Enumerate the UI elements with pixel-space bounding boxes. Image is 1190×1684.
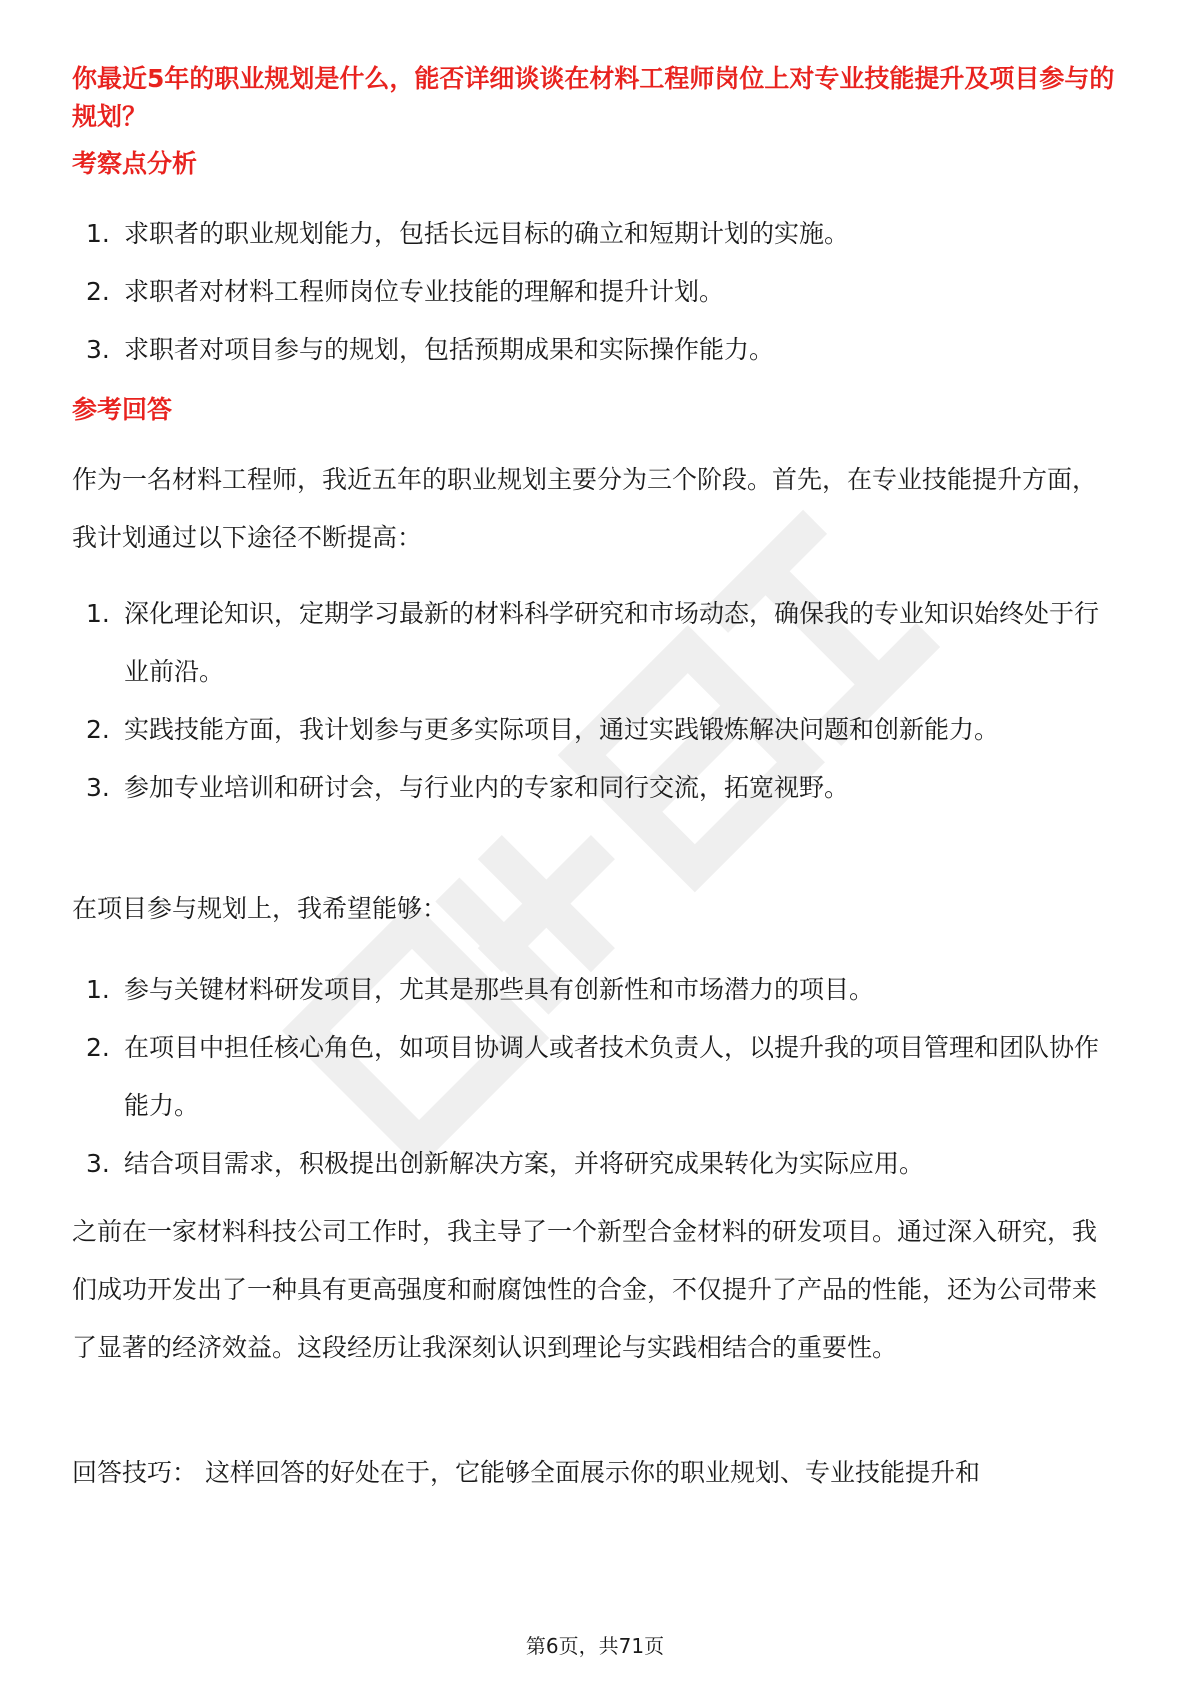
list-item: 2. 实践技能方面，我计划参与更多实际项目，通过实践锻炼解决问题和创新能力。 bbox=[86, 715, 1000, 744]
list-item: 3. 参加专业培训和研讨会，与行业内的专家和同行交流，拓宽视野。 bbox=[86, 773, 850, 802]
list-item: 3. 求职者对项目参与的规划，包括预期成果和实际操作能力。 bbox=[86, 335, 775, 364]
projects-list bbox=[0, 961, 1118, 1193]
answer-heading: 参考回答 bbox=[72, 395, 173, 424]
list-item: 1. 求职者的职业规划能力，包括长远目标的确立和短期计划的实施。 bbox=[86, 219, 850, 248]
list-item: 2. 在项目中担任核心角色，如项目协调人或者技术负责人，以提升我的项目管理和团队协作能力。 bbox=[86, 1033, 1100, 1120]
list-item: 1. 深化理论知识，定期学习最新的材料科学研究和市场动态，确保我的专业知识始终处于行业前沿。 bbox=[86, 599, 1100, 686]
question-title: 你最近5年的职业规划是什么，能否详细谈谈在材料工程师岗位上对专业技能提升及项目参与的规划？ bbox=[72, 64, 1115, 131]
page-number: 第6页，共71页 bbox=[525, 1634, 665, 1658]
skills-list bbox=[0, 585, 1118, 817]
analysis-heading: 考察点分析 bbox=[72, 149, 198, 178]
experience-paragraph: 之前在一家材料科技公司工作时，我主导了一个新型合金材料的研发项目。通过深入研究，我们成功开发出了一种具有更高强度和耐腐蚀性的合金，不仅提升了产品的性能，还为公司带来了显著的经济效益。这段经历让我深刻认识到理论与实践相结合的重要性。 bbox=[72, 1217, 1098, 1362]
answer-intro: 作为一名材料工程师，我近五年的职业规划主要分为三个阶段。首先，在专业技能提升方面，我计划通过以下途径不断提高： bbox=[72, 465, 1098, 552]
list-item: 2. 求职者对材料工程师岗位专业技能的理解和提升计划。 bbox=[86, 277, 725, 306]
project-intro: 在项目参与规划上，我希望能够： bbox=[72, 894, 448, 923]
analysis-list bbox=[0, 205, 1118, 379]
tips-paragraph: 回答技巧： 这样回答的好处在于，它能够全面展示你的职业规划、专业技能提升和 bbox=[72, 1458, 980, 1487]
list-item: 1. 参与关键材料研发项目，尤其是那些具有创新性和市场潜力的项目。 bbox=[86, 975, 875, 1004]
list-item: 3. 结合项目需求，积极提出创新解决方案，并将研究成果转化为实际应用。 bbox=[86, 1149, 925, 1178]
